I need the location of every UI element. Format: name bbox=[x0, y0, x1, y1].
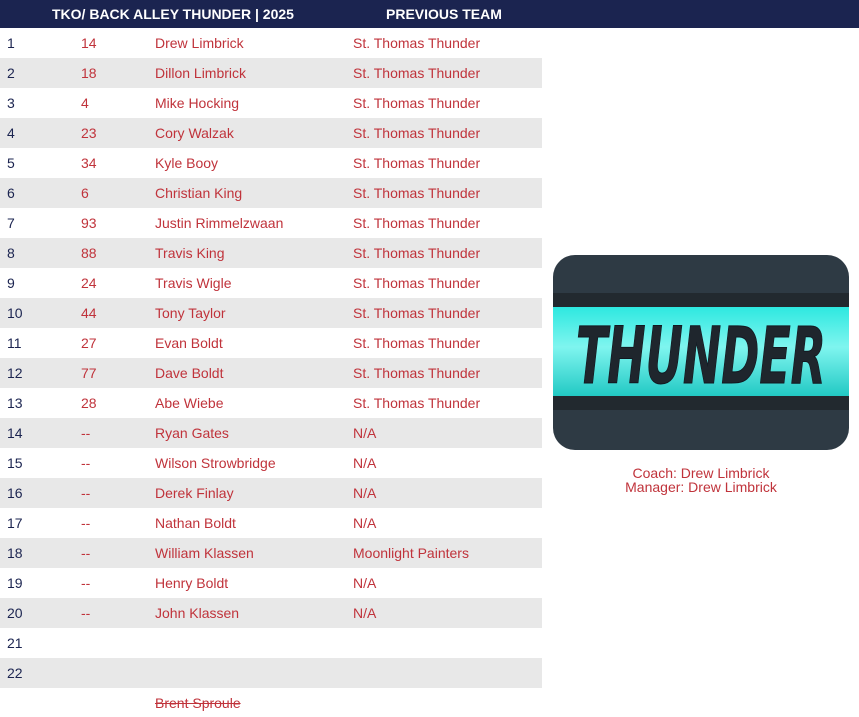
table-row bbox=[0, 328, 542, 358]
staff-info bbox=[553, 466, 849, 494]
row-number: 13 bbox=[7, 395, 23, 411]
row-number: 16 bbox=[7, 485, 23, 501]
previous-team: St. Thomas Thunder bbox=[353, 155, 481, 171]
previous-team: St. Thomas Thunder bbox=[353, 245, 481, 261]
row-number: 8 bbox=[7, 245, 15, 261]
table-row bbox=[0, 268, 542, 298]
row-number: 22 bbox=[7, 665, 23, 681]
jersey-number: 4 bbox=[81, 95, 89, 111]
previous-team: N/A bbox=[353, 455, 377, 471]
jersey-number: -- bbox=[81, 425, 91, 441]
previous-team: N/A bbox=[353, 605, 377, 621]
jersey-number: -- bbox=[81, 575, 91, 591]
row-number: 19 bbox=[7, 575, 23, 591]
jersey-number: 27 bbox=[81, 335, 97, 351]
logo-text: THUNDER bbox=[576, 312, 826, 402]
player-name: Evan Boldt bbox=[155, 335, 223, 351]
jersey-number: 6 bbox=[81, 185, 89, 201]
previous-team: N/A bbox=[353, 515, 377, 531]
player-name: Dave Boldt bbox=[155, 365, 224, 381]
table-row bbox=[0, 598, 542, 628]
jersey-number: -- bbox=[81, 545, 91, 561]
row-number: 15 bbox=[7, 455, 23, 471]
jersey-number: 93 bbox=[81, 215, 97, 231]
jersey-number: 24 bbox=[81, 275, 97, 291]
player-name: Wilson Strowbridge bbox=[155, 455, 276, 471]
table-row bbox=[0, 418, 542, 448]
manager-label: Manager: Drew Limbrick bbox=[625, 479, 777, 495]
row-number: 4 bbox=[7, 125, 15, 141]
player-name: Cory Walzak bbox=[155, 125, 234, 141]
table-row bbox=[0, 208, 542, 238]
jersey-number: -- bbox=[81, 455, 91, 471]
roster-header bbox=[0, 0, 859, 28]
previous-team: N/A bbox=[353, 425, 377, 441]
table-row bbox=[0, 388, 542, 418]
removed-player-name: Brent Sproule bbox=[155, 695, 241, 711]
table-row bbox=[0, 148, 542, 178]
player-name: Henry Boldt bbox=[155, 575, 229, 591]
row-number: 3 bbox=[7, 95, 15, 111]
player-name: Travis King bbox=[155, 245, 225, 261]
row-number: 1 bbox=[7, 35, 15, 51]
jersey-number: 18 bbox=[81, 65, 97, 81]
jersey-number: -- bbox=[81, 605, 91, 621]
jersey-number: 34 bbox=[81, 155, 97, 171]
row-number: 9 bbox=[7, 275, 15, 291]
row-number: 11 bbox=[7, 335, 22, 351]
previous-team: St. Thomas Thunder bbox=[353, 365, 481, 381]
table-row bbox=[0, 58, 542, 88]
table-row bbox=[0, 178, 542, 208]
previous-team: N/A bbox=[353, 485, 377, 501]
previous-team: St. Thomas Thunder bbox=[353, 65, 481, 81]
roster-title: TKO/ BACK ALLEY THUNDER | 2025 bbox=[52, 6, 294, 22]
player-name: Derek Finlay bbox=[155, 485, 234, 501]
player-name: John Klassen bbox=[155, 605, 240, 621]
table-row bbox=[0, 478, 542, 508]
row-number: 5 bbox=[7, 155, 15, 171]
table-row bbox=[0, 628, 542, 658]
row-number: 17 bbox=[7, 515, 23, 531]
jersey-number: -- bbox=[81, 485, 91, 501]
table-row bbox=[0, 88, 542, 118]
previous-team: St. Thomas Thunder bbox=[353, 125, 481, 141]
player-name: Tony Taylor bbox=[155, 305, 226, 321]
table-row bbox=[0, 568, 542, 598]
previous-team: St. Thomas Thunder bbox=[353, 305, 481, 321]
previous-team: St. Thomas Thunder bbox=[353, 335, 481, 351]
jersey-number: 28 bbox=[81, 395, 97, 411]
player-name: Dillon Limbrick bbox=[155, 65, 247, 81]
table-row bbox=[0, 28, 542, 58]
player-name: Drew Limbrick bbox=[155, 35, 244, 51]
previous-team: St. Thomas Thunder bbox=[353, 95, 481, 111]
thunder-logo-icon bbox=[553, 255, 849, 450]
jersey-number: 44 bbox=[81, 305, 97, 321]
player-name: Kyle Booy bbox=[155, 155, 219, 171]
table-row bbox=[0, 118, 542, 148]
roster-table bbox=[0, 28, 542, 688]
row-number: 6 bbox=[7, 185, 15, 201]
table-row bbox=[0, 298, 542, 328]
player-name: Abe Wiebe bbox=[155, 395, 224, 411]
row-number: 12 bbox=[7, 365, 23, 381]
previous-team: St. Thomas Thunder bbox=[353, 215, 481, 231]
jersey-number: 77 bbox=[81, 365, 97, 381]
previous-team: St. Thomas Thunder bbox=[353, 395, 481, 411]
player-name: Ryan Gates bbox=[155, 425, 229, 441]
previous-team: N/A bbox=[353, 575, 377, 591]
row-number: 20 bbox=[7, 605, 23, 621]
jersey-number: -- bbox=[81, 515, 91, 531]
table-row bbox=[0, 358, 542, 388]
jersey-number: 23 bbox=[81, 125, 97, 141]
jersey-number: 88 bbox=[81, 245, 97, 261]
row-number: 18 bbox=[7, 545, 23, 561]
previous-team: St. Thomas Thunder bbox=[353, 275, 481, 291]
player-name: Justin Rimmelzwaan bbox=[155, 215, 284, 231]
previous-team-heading: PREVIOUS TEAM bbox=[386, 6, 502, 22]
jersey-number: 14 bbox=[81, 35, 97, 51]
table-row bbox=[0, 658, 542, 688]
row-number: 2 bbox=[7, 65, 15, 81]
table-row bbox=[0, 448, 542, 478]
player-name: Travis Wigle bbox=[155, 275, 232, 291]
row-number: 21 bbox=[7, 635, 23, 651]
previous-team: St. Thomas Thunder bbox=[353, 35, 481, 51]
coach-label: Coach: Drew Limbrick bbox=[632, 465, 770, 481]
player-name: Christian King bbox=[155, 185, 243, 201]
player-name: Mike Hocking bbox=[155, 95, 240, 111]
table-row bbox=[0, 238, 542, 268]
row-number: 7 bbox=[7, 215, 15, 231]
player-name: William Klassen bbox=[155, 545, 254, 561]
table-row bbox=[0, 538, 542, 568]
table-row bbox=[0, 508, 542, 538]
previous-team: St. Thomas Thunder bbox=[353, 185, 481, 201]
row-number: 14 bbox=[7, 425, 23, 441]
player-name: Nathan Boldt bbox=[155, 515, 236, 531]
previous-team: Moonlight Painters bbox=[353, 545, 469, 561]
row-number: 10 bbox=[7, 305, 23, 321]
